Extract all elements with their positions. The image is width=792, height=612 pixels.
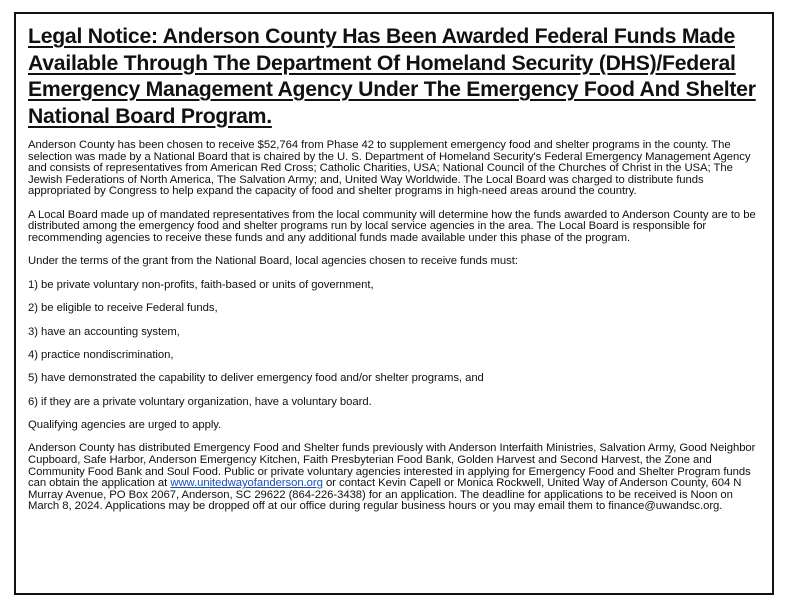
paragraph-local-board: A Local Board made up of mandated representatives from the local community will determine how the funds awarded to Anderson County are to be distributed among the emergency food and shelter programs run by local service agencies in the area. The Local Board is responsible for recommending agencies to receive these funds and any additional funds made available under this phase of the program.: [28, 208, 756, 244]
requirement-item: 2) be eligible to receive Federal funds,: [28, 302, 218, 315]
requirement-item: 4) practice nondiscrimination,: [28, 348, 174, 361]
requirement-item: 5) have demonstrated the capability to deliver emergency food and/or shelter programs, and: [28, 372, 484, 385]
united-way-link[interactable]: www.unitedwayofanderson.org: [170, 477, 323, 490]
application-text-end: or contact Kevin Capell or Monica Rockwell, United Way of Anderson County, 604 N Murray Avenue, PO Box 2067, Anderson, SC 29622 (864-226-3438) for an application. The deadline for applications to be received is Noon on March 8, 2024. Applications may be dropped off at our office during regular business hours or you may email them to finance@uwandsc.org.: [28, 477, 742, 513]
paragraph-award: Anderson County has been chosen to receive $52,764 from Phase 42 to supplement emergency food and shelter programs in the county. The selection was made by a National Board that is chaired by the U. S. Department of Homeland Security's Federal Emergency Management Agency and consists of representatives from American Red Cross; Catholic Charities, USA; National Council of the Churches of Christ in the USA; The Jewish Federations of North America, The Salvation Army; and, United Way Worldwide. The Local Board was charged to distribute funds appropriated by Congress to help expand the capacity of food and shelter programs in high-need areas around the country.: [28, 139, 751, 198]
notice-body: [28, 140, 762, 513]
requirement-item: 3) have an accounting system,: [28, 325, 180, 338]
notice-title: Legal Notice: Anderson County Has Been Awarded Federal Funds Made Available Through The Department Of Homeland Security (DHS)/Federal Emergency Management Agency Under The Emergency Food And Shelter National Board Program.: [28, 25, 756, 128]
requirement-item: 1) be private voluntary non-profits, faith-based or units of government,: [28, 278, 374, 291]
paragraph-application: [28, 443, 762, 513]
legal-notice-frame: [14, 12, 774, 595]
application-text-start: Anderson County has distributed Emergency Food and Shelter funds previously with Anderson Interfaith Ministries, Salvation Army, Good Neighbor Cupboard, Safe Harbor, Anderson Emergency Kitchen, Faith Presbyterian Food Bank, Golden Harvest and Second Harvest, the Zone and Community Food Bank and Soul Food. Public or private voluntary agencies interested in applying for Emergency Food and Shelter Program funds can obtain the application at: [28, 442, 756, 490]
requirement-item: 6) if they are a private voluntary organization, have a voluntary board.: [28, 395, 372, 408]
paragraph-urge: Qualifying agencies are urged to apply.: [28, 419, 222, 432]
paragraph-grant-terms: Under the terms of the grant from the National Board, local agencies chosen to receive funds must:: [28, 255, 518, 268]
